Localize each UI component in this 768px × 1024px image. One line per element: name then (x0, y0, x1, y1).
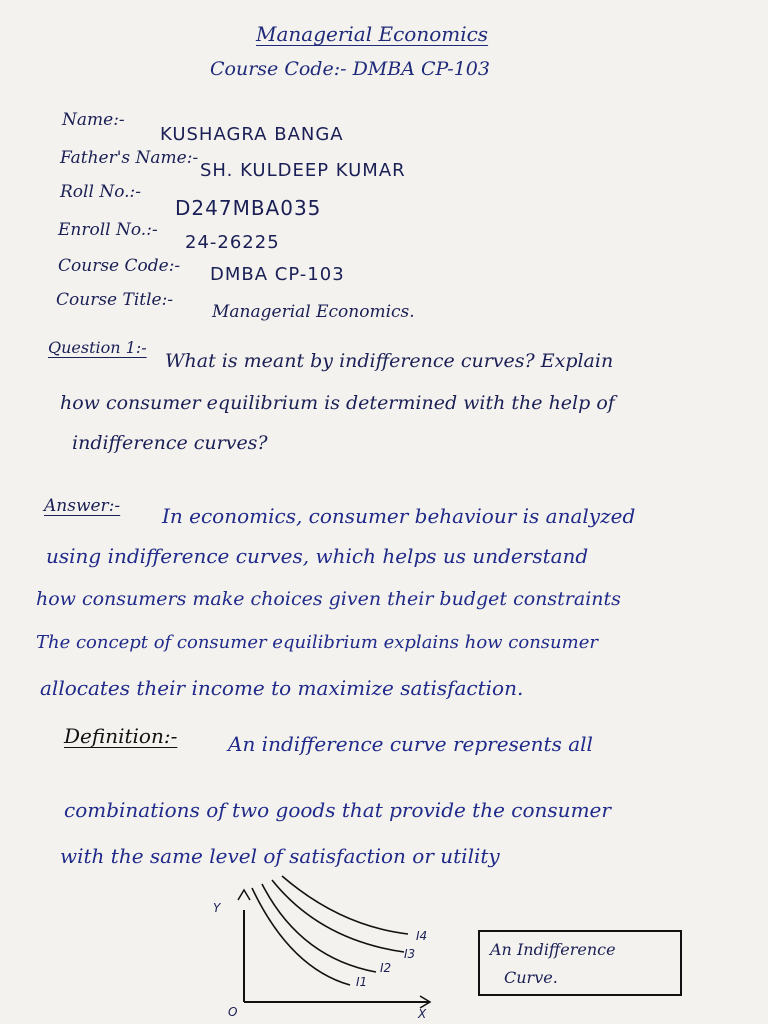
course-code-header: Course Code:- DMBA CP-103 (210, 58, 490, 80)
curve-label-i2: I2 (380, 961, 392, 975)
answer-line-3: how consumers make choices given their budget constraints (36, 588, 621, 610)
course-title-value: Managerial Economics. (212, 302, 415, 322)
course-code-value: DMBA CP-103 (210, 264, 345, 285)
curve-i4 (282, 876, 408, 934)
definition-line-1: An indifference curve represents all (228, 732, 593, 756)
definition-label: Definition:- (64, 724, 178, 748)
y-axis-arrow (238, 890, 250, 900)
enroll-no-label: Enroll No.:- (58, 220, 158, 240)
answer-line-4: The concept of consumer equilibrium explains how consumer (36, 632, 598, 653)
father-name-value: SH. KULDEEP KUMAR (200, 160, 406, 181)
answer-line-2: using indifference curves, which helps us understand (46, 544, 589, 568)
course-title-label: Course Title:- (56, 290, 174, 310)
answer-line-5: allocates their income to maximize satisfaction. (40, 676, 524, 700)
definition-line-3: with the same level of satisfaction or utility (60, 844, 500, 868)
answer-line-1: In economics, consumer behaviour is analyzed (162, 504, 636, 528)
course-code-label: Course Code:- (58, 256, 181, 276)
caption-line-2: Curve. (504, 968, 558, 987)
enroll-no-value: 24-26225 (185, 232, 280, 253)
name-label: Name:- (62, 110, 125, 130)
caption-line-1: An Indifference (490, 940, 616, 959)
answer-label: Answer:- (44, 496, 121, 516)
x-axis-label: X (418, 1007, 427, 1021)
page-title: Managerial Economics (256, 22, 489, 46)
curve-i2 (262, 884, 376, 972)
curve-label-i4: I4 (416, 929, 428, 943)
question-line-3: indifference curves? (72, 432, 268, 454)
question-line-1: What is meant by indifference curves? Explain (165, 350, 614, 372)
curve-label-i3: I3 (404, 947, 416, 961)
question-label: Question 1:- (48, 338, 147, 357)
question-line-2: how consumer equilibrium is determined with the help of (60, 392, 615, 414)
curve-label-i1: I1 (356, 975, 368, 989)
roll-no-value: D247MBA035 (175, 196, 322, 220)
y-axis-label: Y (213, 901, 221, 915)
definition-line-2: combinations of two goods that provide the consumer (64, 798, 611, 822)
roll-no-label: Roll No.:- (60, 182, 141, 202)
name-value: KUSHAGRA BANGA (160, 124, 344, 145)
curve-i3 (272, 880, 404, 952)
origin-label: O (228, 1005, 238, 1019)
father-name-label: Father's Name:- (60, 148, 199, 168)
